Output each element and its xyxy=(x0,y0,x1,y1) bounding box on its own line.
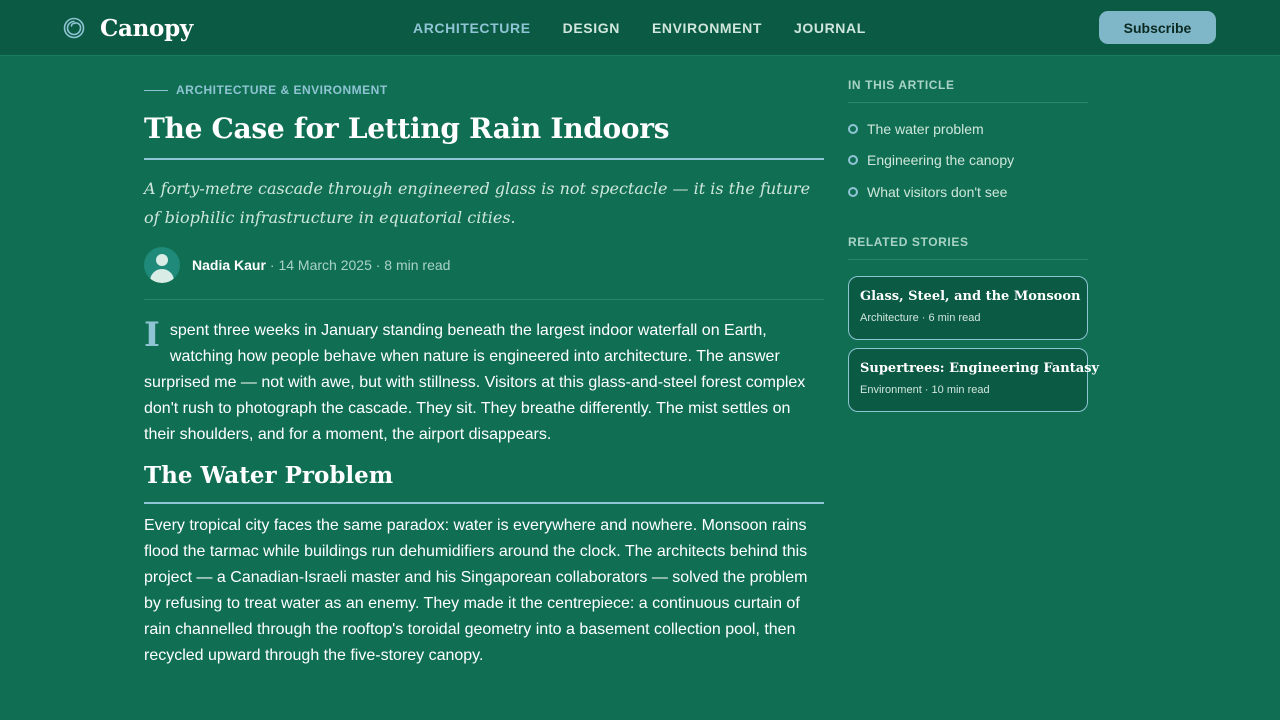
section-heading: The Water Problem xyxy=(144,462,394,489)
drop-cap: I xyxy=(144,315,160,355)
user-avatar-icon xyxy=(144,247,180,283)
toc-item-water-problem[interactable] xyxy=(848,119,984,139)
article-dek: A forty-metre cascade through engineered glass is not spectacle — it is the future of biophilic infrastructure in equatorial cities. xyxy=(144,179,811,227)
related-divider xyxy=(848,259,1088,260)
related-story-meta: Architecture · 6 min read xyxy=(860,312,981,324)
publish-meta: · 14 March 2025 · 8 min read xyxy=(269,257,451,273)
related-story-card[interactable] xyxy=(848,276,1088,340)
spiral-logo-icon xyxy=(62,16,86,40)
top-navigation-bar xyxy=(0,0,1280,56)
subscribe-button[interactable]: Subscribe xyxy=(1099,11,1216,44)
ring-bullet-icon xyxy=(848,124,858,134)
related-story-title: Supertrees: Engineering Fantasy xyxy=(860,361,1100,376)
article-kicker xyxy=(144,83,388,97)
byline-divider xyxy=(144,299,824,300)
toc-heading: IN THIS ARTICLE xyxy=(848,78,955,92)
ring-bullet-icon xyxy=(848,155,858,165)
title-divider xyxy=(144,158,824,160)
related-story-title: Glass, Steel, and the Monsoon xyxy=(860,289,1081,304)
toc-item-what-visitors-dont-see[interactable] xyxy=(848,182,1007,202)
article-paragraph-1 xyxy=(144,315,824,448)
main-nav xyxy=(413,0,898,56)
toc-divider xyxy=(848,102,1088,103)
related-story-meta: Environment · 10 min read xyxy=(860,384,990,396)
brand[interactable] xyxy=(62,14,193,42)
nav-item-architecture[interactable]: ARCHITECTURE xyxy=(413,20,531,36)
toc-item-label: The water problem xyxy=(867,121,984,137)
related-story-card[interactable] xyxy=(848,348,1100,412)
kicker-label: ARCHITECTURE & ENVIRONMENT xyxy=(176,83,388,97)
ring-bullet-icon xyxy=(848,187,858,197)
section-divider xyxy=(144,502,824,504)
nav-item-environment[interactable]: ENVIRONMENT xyxy=(651,20,762,36)
kicker-divider xyxy=(144,90,168,91)
brand-name: Canopy xyxy=(100,14,193,42)
toc-item-label: What visitors don't see xyxy=(867,184,1008,200)
toc-item-engineering-canopy[interactable] xyxy=(848,150,1014,170)
related-heading: RELATED STORIES xyxy=(848,235,969,249)
toc-item-label: Engineering the canopy xyxy=(867,152,1015,168)
nav-item-design[interactable]: DESIGN xyxy=(562,20,620,36)
byline xyxy=(144,247,824,283)
paragraph-1-text: spent three weeks in January standing beneath the largest indoor waterfall on Earth, watching how people behave when nature is engineered into architecture. The answer surprised me — not with awe, but with stillness. Visitors at this glass-and-steel forest complex don't rush to photograph the cascade. They sit. They breathe differently. The mist settles on their shoulders, and for a moment, the airport disappears. xyxy=(144,322,806,443)
article-title: The Case for Letting Rain Indoors xyxy=(144,112,670,145)
author-name[interactable]: Nadia Kaur xyxy=(192,257,266,273)
nav-item-journal[interactable]: JOURNAL xyxy=(794,20,866,36)
article-paragraph-2: Every tropical city faces the same paradox: water is everywhere and nowhere. Monsoon rains flood the tarmac while buildings run dehumidifiers around the clock. The architects behind this project — a Canadian-Israeli master and his Singaporean collaborators — solved the problem by refusing to treat water as an enemy. They made it the centrepiece: a continuous curtain of rain channelled through the rooftop's toroidal geometry into a basement collection pool, then recycled upward through the five-storey canopy. xyxy=(144,517,808,664)
